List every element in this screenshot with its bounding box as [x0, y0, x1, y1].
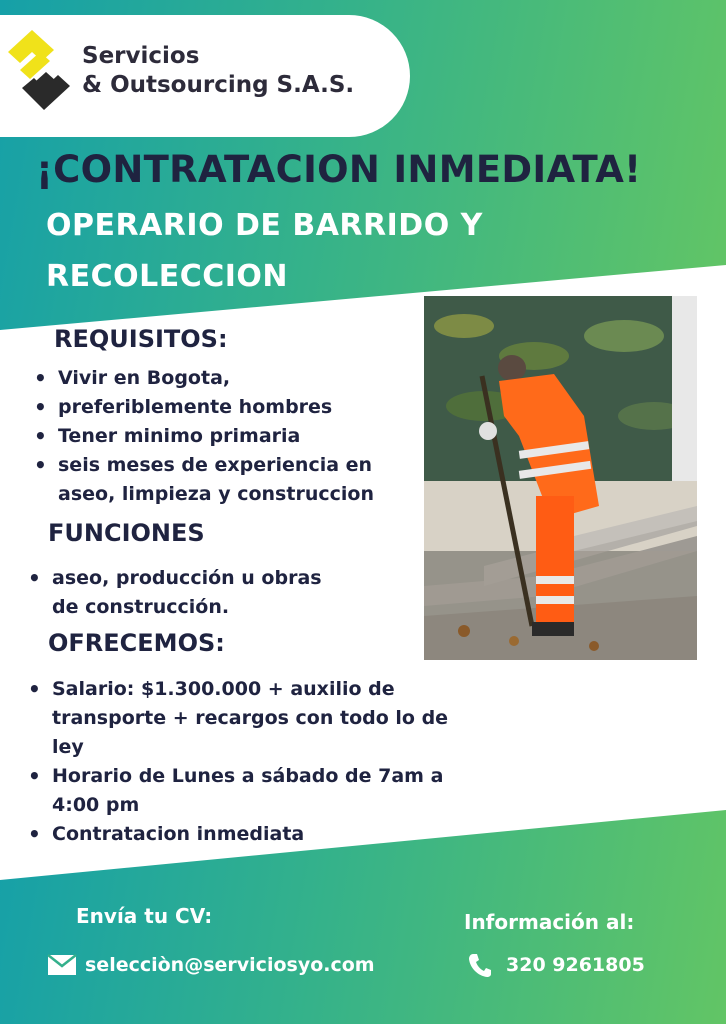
funciones-list: [24, 564, 354, 622]
ofrecemos-list: [24, 675, 464, 849]
list-item: • Tener minimo primaria: [30, 422, 410, 451]
list-item: • seis meses de experiencia en aseo, limpieza y construccion: [30, 451, 410, 509]
list-item: • Salario: $1.300.000 + auxilio de transporte + recargos con todo lo de ley: [24, 675, 464, 762]
phone-line: [468, 952, 645, 978]
worker-photo: [424, 296, 697, 660]
company-logo-icon: [2, 28, 74, 112]
brand-name: [82, 42, 354, 100]
requisitos-heading: REQUISITOS:: [54, 325, 228, 353]
list-item: • Vivir en Bogota,: [30, 364, 410, 393]
job-title: [46, 200, 566, 302]
info-label: Información al:: [464, 910, 635, 934]
list-item: • Horario de Lunes a sábado de 7am a 4:00 pm: [24, 762, 464, 820]
list-item: • Contratacion inmediata: [24, 820, 464, 849]
funciones-heading: FUNCIONES: [48, 519, 205, 547]
email-line: [47, 954, 375, 976]
ofrecemos-heading: OFRECEMOS:: [48, 629, 225, 657]
headline: ¡CONTRATACION INMEDIATA!: [36, 148, 642, 191]
phone-icon: [468, 952, 492, 978]
cv-label: Envía tu CV:: [76, 904, 213, 928]
job-title-line-2: RECOLECCION: [46, 259, 289, 294]
requisitos-list: [30, 364, 410, 509]
list-item: • aseo, producción u obras de construcción.: [24, 564, 354, 622]
envelope-icon: [47, 954, 77, 976]
brand-line-2: & Outsourcing S.A.S.: [82, 72, 355, 98]
list-item: • preferiblemente hombres: [30, 393, 410, 422]
job-title-line-1: OPERARIO DE BARRIDO Y: [46, 208, 483, 243]
email-address[interactable]: selecciòn@serviciosyo.com: [85, 954, 375, 976]
brand-line-1: Servicios: [82, 43, 200, 69]
phone-number[interactable]: 320 9261805: [506, 954, 645, 976]
